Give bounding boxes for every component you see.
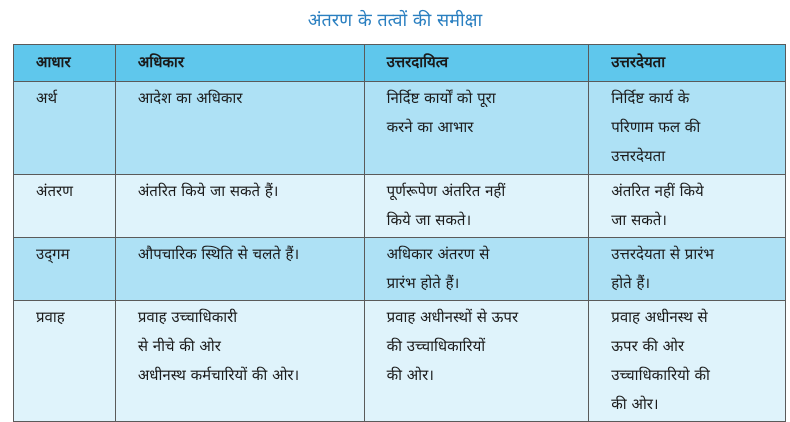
cell-authority: अंतरित किये जा सकते हैं। (115, 175, 364, 238)
table-row (14, 82, 786, 175)
cell-basis: अंतरण (14, 175, 116, 238)
table-row (14, 301, 786, 422)
cell-basis: अर्थ (14, 82, 116, 175)
table-row (14, 238, 786, 301)
cell-authority: आदेश का अधिकार (115, 82, 364, 175)
cell-responsibility: पूर्णरूपेण अंतरित नहीं किये जा सकते। (364, 175, 589, 238)
cell-authority: प्रवाह उच्चाधिकारी से नीचे की ओर अधीनस्थ कर्मचारियों की ओर। (115, 301, 364, 422)
cell-basis: प्रवाह (14, 301, 116, 422)
header-authority: अधिकार (115, 45, 364, 82)
header-basis: आधार (14, 45, 116, 82)
cell-accountability: प्रवाह अधीनस्थ से ऊपर की ओर उच्चाधिकारियो की की ओर। (589, 301, 786, 422)
cell-accountability: अंतरित नहीं किये जा सकते। (589, 175, 786, 238)
cell-accountability: निर्दिष्ट कार्य के परिणाम फल की उत्तरदेयता (589, 82, 786, 175)
cell-basis: उद्‌गम (14, 238, 116, 301)
header-responsibility: उत्तरदायित्व (364, 45, 589, 82)
cell-accountability: उत्तरदेयता से प्रारंभ होते हैं। (589, 238, 786, 301)
header-row (14, 45, 786, 82)
cell-responsibility: प्रवाह अधीनस्थों से ऊपर की उच्चाधिकारियों की ओर। (364, 301, 589, 422)
cell-responsibility: निर्दिष्ट कार्यों को पूरा करने का आभार (364, 82, 589, 175)
comparison-table (13, 44, 786, 422)
header-accountability: उत्तरदेयता (589, 45, 786, 82)
cell-responsibility: अधिकार अंतरण से प्रारंभ होते हैं। (364, 238, 589, 301)
table-row (14, 175, 786, 238)
table-title: अंतरण के तत्वों की समीक्षा (307, 10, 483, 31)
cell-authority: औपचारिक स्थिति से चलते हैं। (115, 238, 364, 301)
